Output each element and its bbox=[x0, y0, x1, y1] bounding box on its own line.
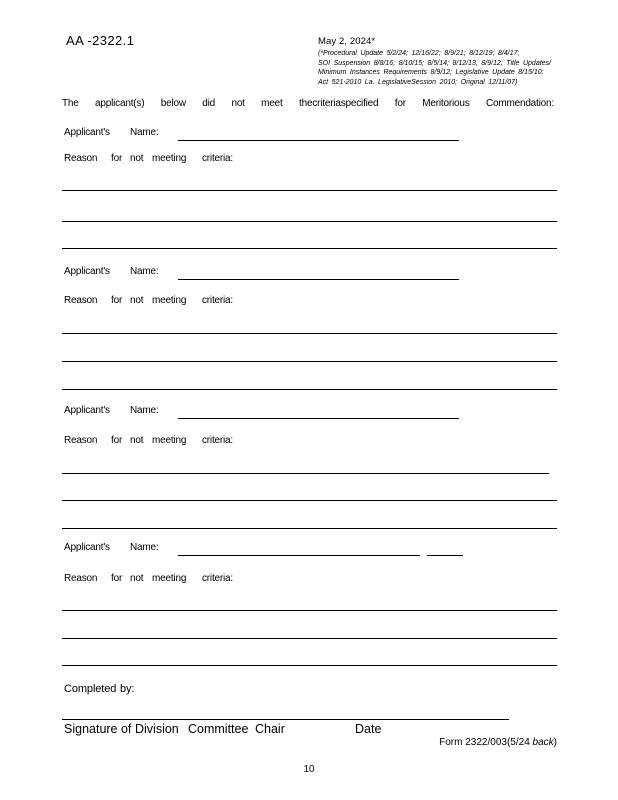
applicant-name-row bbox=[62, 542, 557, 557]
revision-note-line: Minimum Instances Requirements 8/9/12; Legislative Update 8/15/10: bbox=[318, 69, 544, 77]
reason-word: not bbox=[130, 573, 144, 584]
reason-word: meeting bbox=[152, 295, 187, 306]
completed-word: Completed bbox=[64, 683, 117, 695]
reason-word: Reason bbox=[64, 435, 98, 446]
reason-word: not bbox=[130, 435, 144, 446]
applicant-name-blank-line bbox=[178, 405, 459, 419]
name-label: Name: bbox=[130, 405, 159, 416]
reason-word: criteria: bbox=[202, 573, 233, 584]
reason-word: for bbox=[111, 153, 123, 164]
reason-label-row bbox=[62, 435, 557, 450]
intro-word: meet bbox=[261, 98, 283, 109]
revision-block bbox=[318, 36, 576, 87]
writing-line bbox=[62, 333, 557, 334]
reason-word: Reason bbox=[64, 295, 98, 306]
writing-line bbox=[62, 610, 557, 611]
signature-line bbox=[62, 719, 509, 720]
writing-line bbox=[62, 473, 549, 474]
form-code-suffix: ) bbox=[553, 737, 557, 748]
applicant-label: Applicant's bbox=[64, 542, 110, 553]
intro-word: Commendation: bbox=[485, 98, 554, 109]
reason-word: Reason bbox=[64, 153, 98, 164]
reason-label-row bbox=[62, 153, 557, 168]
intro-word: for bbox=[394, 98, 406, 109]
applicant-name-blank-line-segment bbox=[427, 542, 463, 556]
reason-label-row bbox=[62, 295, 557, 310]
form-code-prefix: Form 2322/003(5/24 bbox=[439, 737, 533, 748]
name-label: Name: bbox=[130, 266, 159, 277]
applicant-label: Applicant's bbox=[64, 266, 110, 277]
intro-word: applicant(s) bbox=[95, 98, 145, 109]
reason-word: meeting bbox=[152, 153, 187, 164]
reason-label-row bbox=[62, 573, 557, 588]
reason-word: criteria: bbox=[202, 153, 233, 164]
applicant-name-row bbox=[62, 266, 557, 281]
applicant-label: Applicant's bbox=[64, 127, 110, 138]
name-label: Name: bbox=[130, 542, 159, 553]
intro-word: The bbox=[62, 98, 79, 109]
signature-caption-word: Chair bbox=[255, 722, 285, 736]
reason-word: for bbox=[111, 295, 123, 306]
revision-note-line: (*Procedural Update 5/2/24; 12/16/22; 8/9/21; 8/12/19; 8/4/17; bbox=[318, 50, 520, 57]
intro-word: did bbox=[202, 98, 216, 109]
intro-sentence bbox=[62, 98, 554, 109]
intro-word: thecriteriaspecified bbox=[299, 98, 379, 109]
reason-word: for bbox=[111, 435, 123, 446]
reason-word: meeting bbox=[152, 573, 187, 584]
writing-line bbox=[62, 389, 557, 390]
revision-note-line: Act 521-2010 La. LegislativeSession 2010; Original 12/11/07) bbox=[318, 78, 518, 86]
applicant-name-blank-line bbox=[178, 542, 420, 556]
writing-line bbox=[62, 665, 557, 666]
reason-word: for bbox=[111, 573, 123, 584]
applicant-name-blank-line bbox=[178, 127, 459, 141]
writing-line bbox=[62, 361, 557, 362]
completed-word: by: bbox=[120, 683, 135, 695]
writing-line bbox=[62, 500, 557, 501]
revision-note-line: SOI Suspension 8/8/16; 8/10/15; 8/5/14; 8/12/13, 8/9/12; Title Updates/ bbox=[318, 59, 551, 67]
writing-line bbox=[62, 248, 557, 249]
intro-word: Meritorious bbox=[422, 98, 470, 109]
name-label: Name: bbox=[130, 127, 159, 138]
reason-word: not bbox=[130, 295, 144, 306]
form-code bbox=[439, 737, 557, 748]
completed-by-row bbox=[62, 683, 557, 698]
form-number: AA -2322.1 bbox=[66, 33, 135, 48]
page-number: 10 bbox=[303, 764, 315, 775]
reason-word: not bbox=[130, 153, 144, 164]
intro-word: not bbox=[231, 98, 245, 109]
reason-word: meeting bbox=[152, 435, 187, 446]
intro-word: below bbox=[160, 98, 186, 109]
reason-word: criteria: bbox=[202, 295, 233, 306]
reason-word: criteria: bbox=[202, 435, 233, 446]
signature-caption-word: Committee bbox=[188, 722, 249, 736]
form-code-italic: back bbox=[532, 737, 554, 748]
reason-word: Reason bbox=[64, 573, 98, 584]
applicant-name-row bbox=[62, 127, 557, 142]
signature-caption-word: Division bbox=[135, 722, 179, 736]
writing-line bbox=[62, 190, 557, 191]
applicant-name-row bbox=[62, 405, 557, 420]
writing-line bbox=[62, 638, 557, 639]
writing-line bbox=[62, 221, 557, 222]
signature-caption-word: Signature of bbox=[64, 722, 132, 736]
writing-line bbox=[62, 528, 557, 529]
revision-date: May 2, 2024* bbox=[318, 36, 376, 47]
applicant-name-blank-line bbox=[178, 266, 459, 280]
applicant-label: Applicant's bbox=[64, 405, 110, 416]
date-label: Date bbox=[355, 722, 382, 736]
